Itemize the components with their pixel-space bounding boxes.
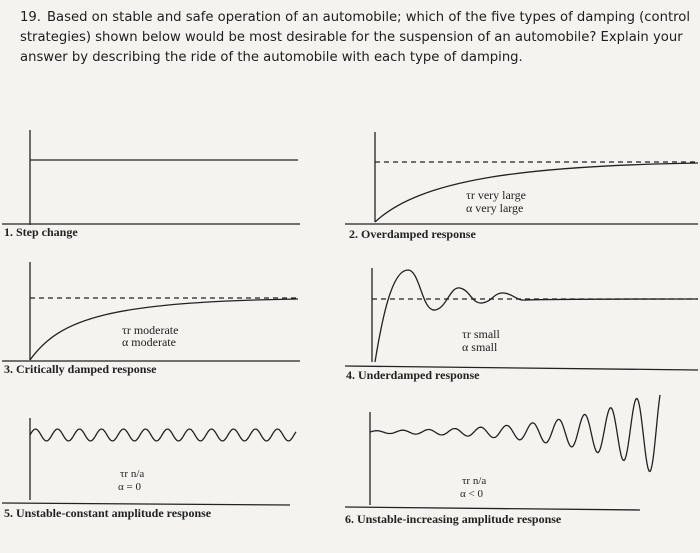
panel-6-oscillation [370, 395, 660, 472]
panel-1-plot [2, 130, 300, 225]
panel-4-param-tau: τr small [462, 327, 500, 341]
panel-4-caption: 4. Underdamped response [346, 368, 480, 382]
question-number: 19. [20, 10, 41, 25]
panel-5-param-alpha: α = 0 [118, 481, 141, 493]
panel-6-caption: 6. Unstable-increasing amplitude response [345, 512, 562, 526]
panel-5-param-tau: τr n/a [120, 468, 145, 480]
panel-4-plot [345, 268, 698, 370]
panel-6-param-alpha: α < 0 [460, 488, 483, 500]
panel-6-baseline [345, 507, 640, 510]
panel-5-caption: 5. Unstable-constant amplitude response [4, 506, 212, 520]
panel-3-param-tau: τr moderate [122, 323, 179, 337]
panel-2-param-alpha: α very large [466, 201, 524, 215]
panel-5-oscillation [30, 429, 296, 441]
panel-3-caption: 3. Critically damped response [4, 362, 157, 376]
question-body: Based on stable and safe operation of an automobile; which of the five types of damping (control strategies) shown below would be most desirable for the suspension of an automobile? Explain your answer by describing the ride of the automobile with each type of damping. [20, 10, 691, 65]
panel-4-param-alpha: α small [462, 340, 498, 354]
panel-5-baseline [2, 503, 290, 505]
panel-3-param-alpha: α moderate [122, 335, 176, 349]
panel-1-caption: 1. Step change [4, 225, 78, 239]
panel-2-response-curve [375, 163, 698, 222]
panel-2-param-tau: τr very large [466, 188, 526, 202]
panel-6-plot [345, 395, 660, 510]
panel-6-param-tau: τr n/a [462, 475, 487, 487]
panel-4-response-curve [375, 270, 698, 362]
panel-2-caption: 2. Overdamped response [349, 227, 476, 241]
panel-5-plot [2, 418, 296, 505]
